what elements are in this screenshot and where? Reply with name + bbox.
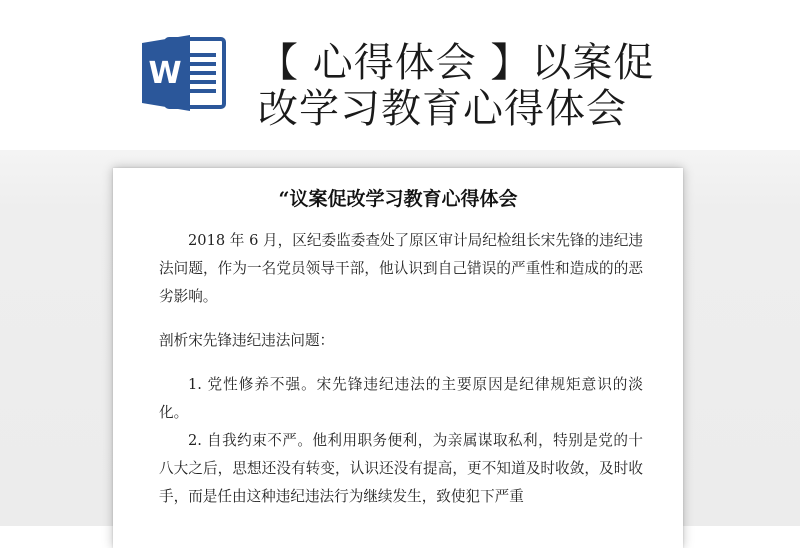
document-title: “议案促改学习教育心得体会 <box>278 188 518 210</box>
word-logo-letter: W <box>148 56 182 91</box>
paragraph-intro: 2018 年 6 月，区纪委监委查处了原区审计局纪检组长宋先锋的违纪违法问题，作为一名党员领导干部，他认识到自己错误的严重性和造成的的恶劣影响。 <box>159 232 643 305</box>
banner-title-line-1: 【 心得体会 】以案促 <box>258 40 655 86</box>
list-item-1: 1. 党性修养不强。宋先锋违纪违法的主要原因是纪律规矩意识的淡化。 <box>159 376 643 421</box>
word-document-icon <box>140 33 228 113</box>
section-heading: 剖析宋先锋违纪违法问题： <box>159 332 335 349</box>
banner-title-line-2: 改学习教育心得体会 <box>258 86 627 132</box>
document-body <box>159 227 643 511</box>
document-page <box>113 168 683 548</box>
list-item-2: 2. 自我约束不严。他利用职务便利，为亲属谋取私利，特别是党的十八大之后，思想还没有转变，认识还没有提高，更不知道及时收敛，及时收手，而是任由这种违纪违法行为继续发生，致使犯下严重 <box>159 432 643 505</box>
banner-title <box>258 40 678 132</box>
